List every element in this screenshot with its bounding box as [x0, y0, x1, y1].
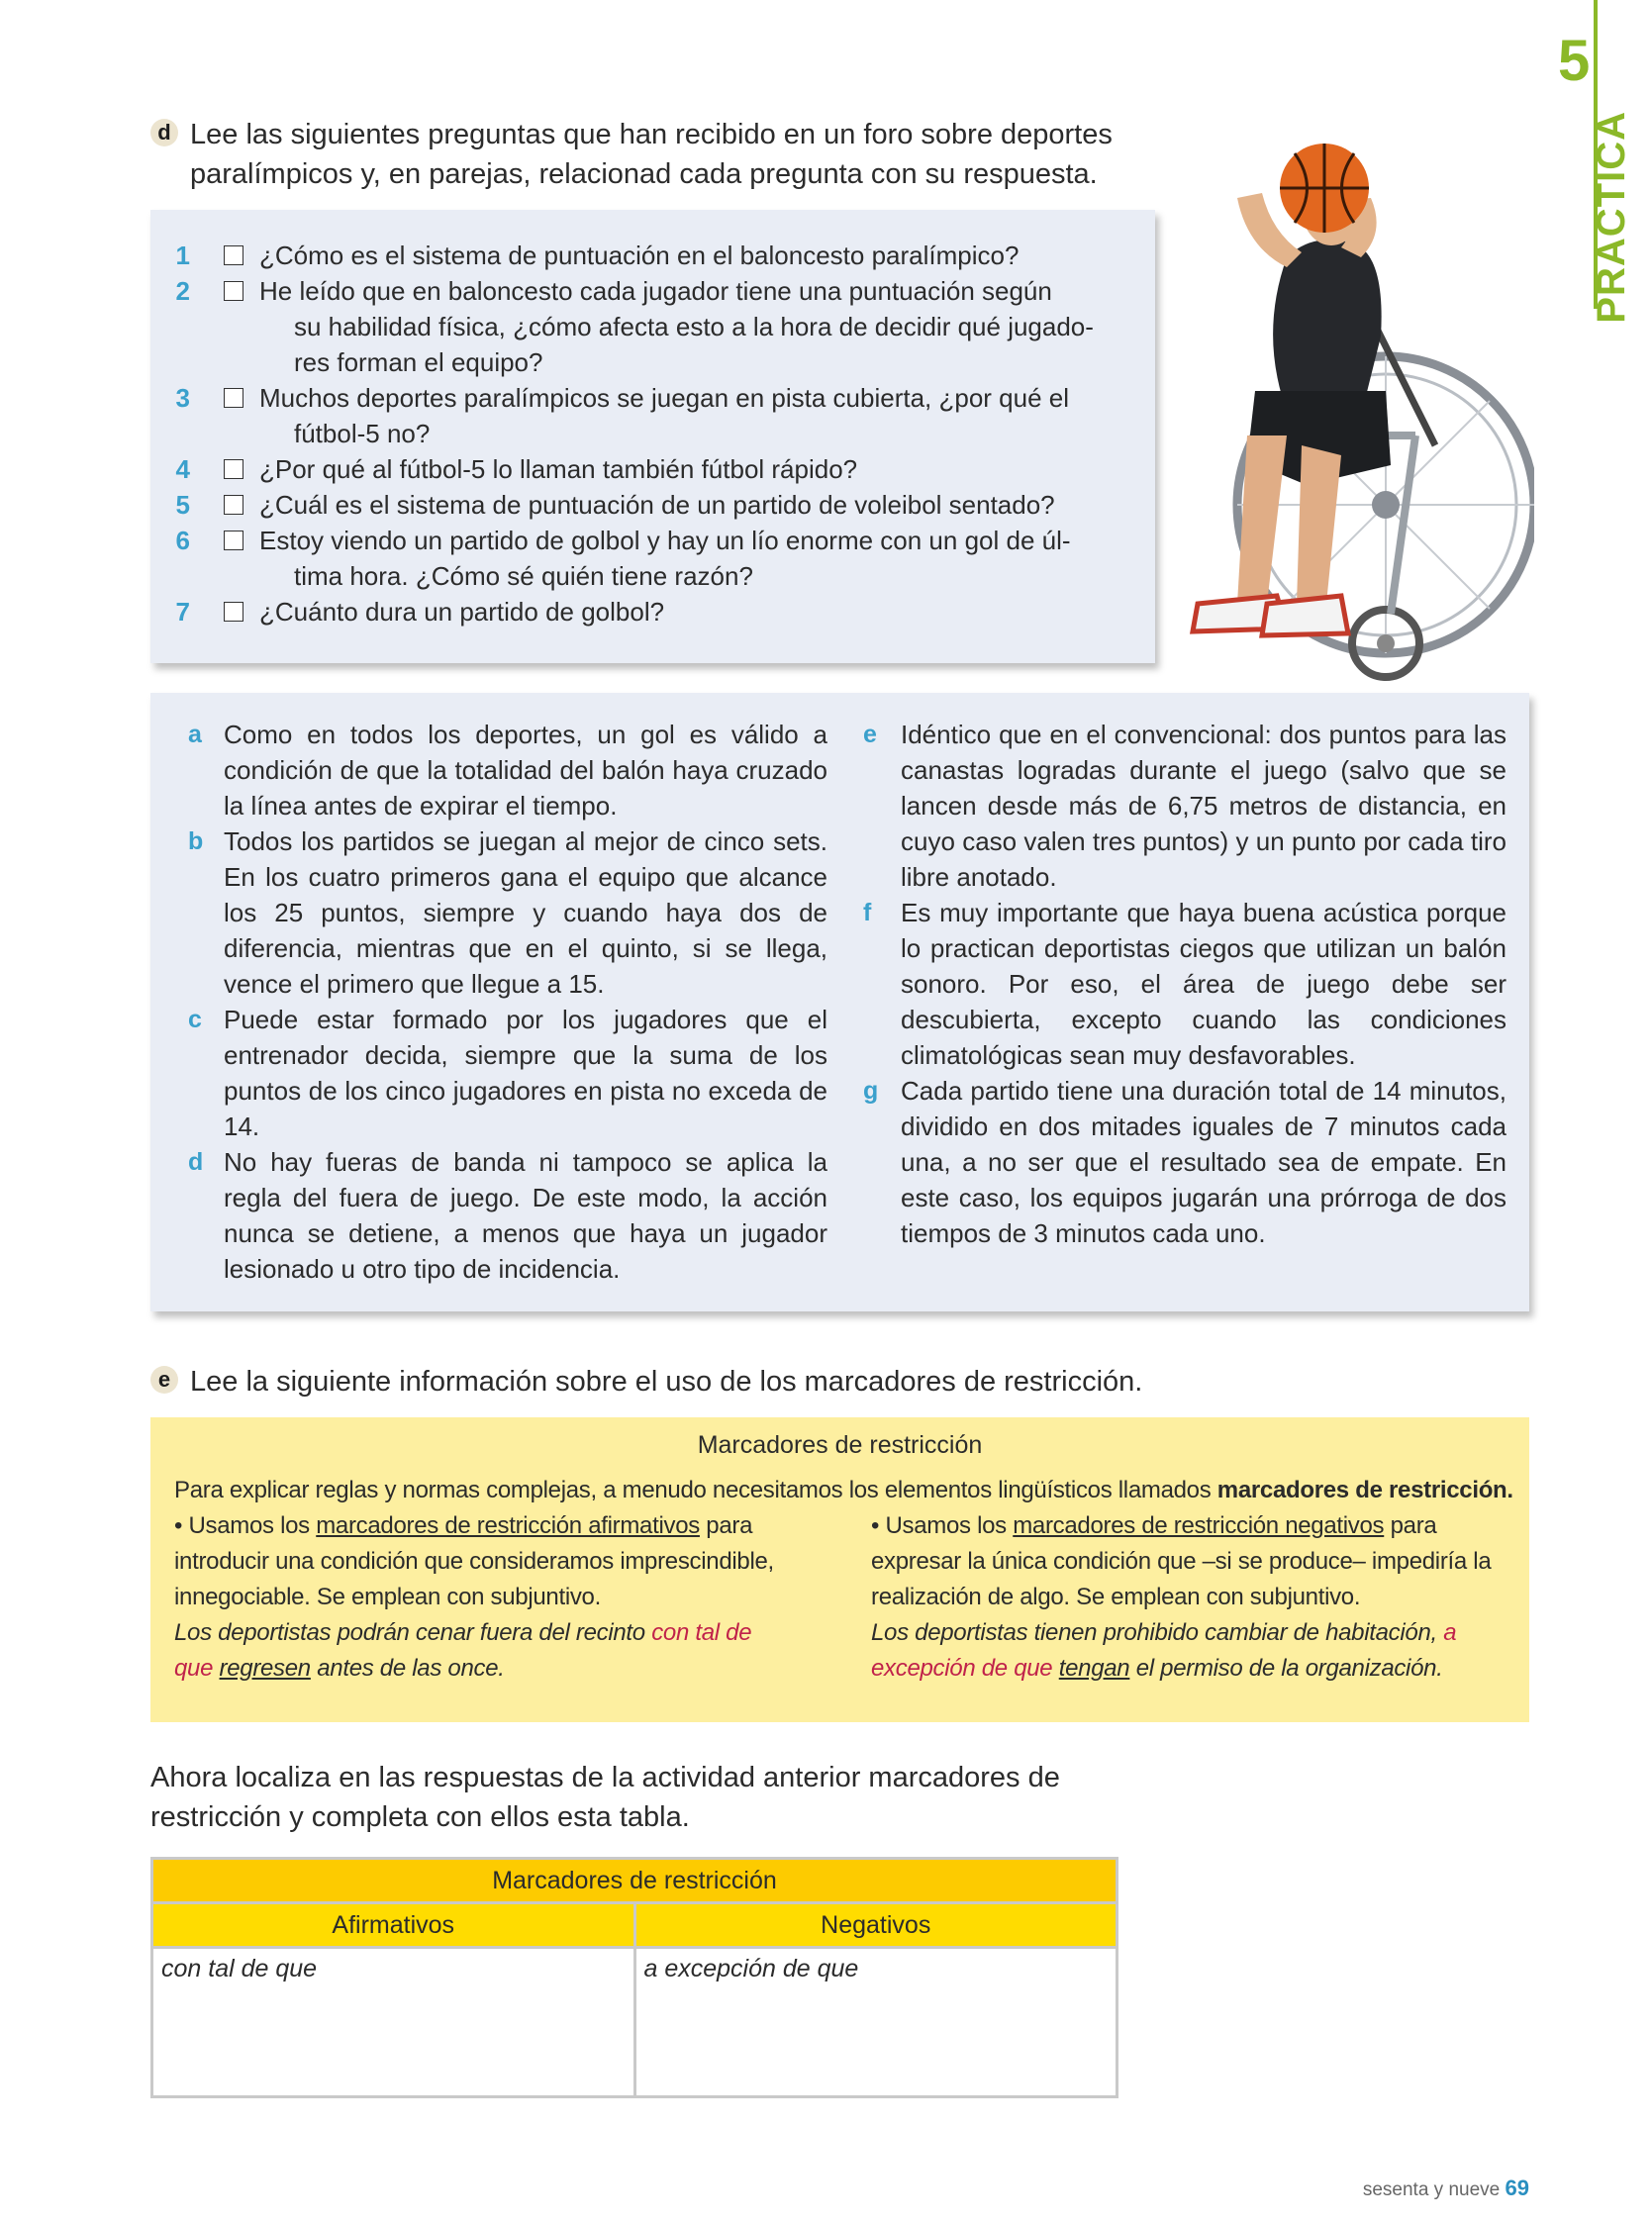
question-text: ¿Por qué al fútbol-5 lo llaman también fútbol rápido?: [259, 454, 858, 484]
answer-letter: f: [863, 899, 872, 926]
grammar-box-intro: [174, 1473, 1520, 1508]
question-number: 6: [175, 526, 190, 555]
question-text: res forman el equipo?: [294, 347, 543, 377]
question-text: su habilidad física, ¿cómo afecta esto a la hora de decidir qué jugado-: [294, 312, 1094, 341]
answer-letter: b: [188, 827, 204, 855]
task-instruction-line-2: restricción y completa con ellos esta tabla.: [150, 1801, 690, 1833]
rule-text: innegociable. Se emplean con subjuntivo.: [174, 1584, 601, 1610]
question-5-checkbox[interactable]: [224, 495, 243, 515]
answer-g: Cada partido tiene una duración total de 14 minutos, dividido en dos mitades iguales de 7 minutos cada una, a no ser que el resultado sea de empate. En este caso, los equipos jugarán una prórroga de dos tiempos de 3 minutos cada uno.: [901, 1076, 1506, 1248]
bullet: •: [871, 1512, 880, 1539]
example-marker: que: [174, 1655, 214, 1682]
question-text: ¿Cuál es el sistema de puntuación de un partido de voleibol sentado?: [259, 490, 1055, 520]
page-footer: [1363, 2176, 1529, 2201]
question-3-checkbox[interactable]: [224, 388, 243, 408]
right-shoe: [1262, 596, 1348, 635]
question-1: [150, 238, 1140, 277]
example-marker: a: [1443, 1619, 1457, 1646]
example-text: antes de las once.: [310, 1655, 505, 1682]
question-text: He leído que en baloncesto cada jugador tiene una puntuación según: [259, 276, 1052, 306]
question-text: tima hora. ¿Cómo sé quién tiene razón?: [294, 561, 753, 591]
activity-marker-e: e: [150, 1366, 178, 1394]
answer-a: Como en todos los deportes, un gol es válido a condición de que la totalidad del balón haya cruzado la línea antes de expirar el tiempo.: [224, 720, 827, 821]
answer-letter: d: [188, 1148, 204, 1176]
question-number: 3: [175, 383, 190, 413]
question-6-checkbox[interactable]: [224, 531, 243, 550]
question-3: [150, 380, 1140, 454]
question-text: Estoy viendo un partido de golbol y hay un lío enorme con un gol de úl-: [259, 526, 1071, 555]
rule-term: marcadores de restricción negativos: [1013, 1512, 1385, 1539]
question-2: [150, 273, 1140, 382]
example-verb: tengan: [1058, 1655, 1130, 1682]
question-4-checkbox[interactable]: [224, 459, 243, 479]
answer-letter: e: [863, 721, 877, 748]
activity-d-intro-line-1: Lee las siguientes preguntas que han recibido en un foro sobre deportes: [190, 119, 1113, 150]
rule-text: Usamos los: [885, 1512, 1014, 1539]
markers-table: [150, 1857, 1118, 2098]
answer-c: Puede estar formado por los jugadores que el entrenador decida, siempre que la suma de los puntos de los cinco jugadores en pista no exceda de 14.: [224, 1005, 827, 1141]
page-number: 69: [1505, 2176, 1529, 2200]
example-marker: excepción de que: [871, 1655, 1053, 1682]
basketball-icon: [1275, 139, 1374, 238]
task-instruction-line-1: Ahora localiza en las respuestas de la actividad anterior marcadores de: [150, 1762, 1060, 1793]
question-5: [150, 487, 1140, 527]
question-6: [150, 523, 1140, 597]
answer-b: Todos los partidos se juegan al mejor de cinco sets. En los cuatro primeros gana el equipo que alcance los 25 puntos, siempre y cuando haya dos de diferencia, mientras que en el quinto, si se llega, vence el primero que llegue a 15.: [224, 826, 827, 999]
rule-text: para: [699, 1512, 753, 1539]
example-marker: con tal de: [651, 1619, 752, 1646]
grammar-intro-text: Para explicar reglas y normas complejas, a menudo necesitamos los elementos lingüísticos llamados: [174, 1477, 1217, 1503]
rule-text: para: [1384, 1512, 1437, 1539]
question-text: ¿Cómo es el sistema de puntuación en el baloncesto paralímpico?: [259, 241, 1020, 270]
rule-text: realización de algo. Se emplean con subjuntivo.: [871, 1584, 1361, 1610]
rule-text: expresar la única condición que –si se produce– impediría la: [871, 1548, 1492, 1575]
question-7-checkbox[interactable]: [224, 602, 243, 622]
question-number: 1: [175, 241, 190, 270]
answer-letter: c: [188, 1006, 202, 1033]
grammar-intro-term: marcadores de restricción.: [1216, 1477, 1513, 1503]
activity-marker-d: d: [150, 119, 178, 146]
question-number: 2: [175, 276, 190, 306]
question-7: [150, 594, 1140, 633]
example-text: Los deportistas podrán cenar fuera del recinto: [174, 1619, 652, 1646]
column-header-negative: Negativos: [634, 1903, 1118, 1948]
activity-d-intro-line-2: paralímpicos y, en parejas, relacionad cada pregunta con su respuesta.: [190, 158, 1098, 190]
example-verb: regresen: [219, 1655, 311, 1682]
grammar-box-title: Marcadores de restricción: [697, 1431, 983, 1459]
example-text: Los deportistas tienen prohibido cambiar de habitación,: [871, 1619, 1444, 1646]
table-cell-negative[interactable]: a excepción de que: [634, 1948, 1118, 2097]
question-1-checkbox[interactable]: [224, 245, 243, 265]
rule-text: introducir una condición que consideramos imprescindible,: [174, 1548, 774, 1575]
answer-letter: a: [188, 721, 202, 748]
question-number: 4: [175, 454, 190, 484]
question-2-checkbox[interactable]: [224, 281, 243, 301]
activity-e-intro: Lee la siguiente información sobre el uso de los marcadores de restricción.: [190, 1366, 1143, 1398]
question-text: ¿Cuánto dura un partido de golbol?: [259, 597, 665, 627]
rule-term: marcadores de restricción afirmativos: [316, 1512, 700, 1539]
question-number: 5: [175, 490, 190, 520]
question-4: [150, 451, 1140, 491]
question-text: Muchos deportes paralímpicos se juegan en pista cubierta, ¿por qué el: [259, 383, 1070, 413]
answer-e: Idéntico que en el convencional: dos puntos para las canastas logradas durante el juego (salvo que se lancen desde más de 6,75 metros de distancia, en cuyo caso valen tres puntos) y un punto por cada tiro libre anotado.: [901, 720, 1506, 892]
rule-text: Usamos los: [188, 1512, 317, 1539]
section-label: PRACTICA: [1590, 111, 1633, 324]
answer-letter: g: [863, 1077, 879, 1105]
answer-d: No hay fueras de banda ni tampoco se aplica la regla del fuera de juego. De este modo, la acción nunca se detiene, a menos que haya un jugador lesionado u otro tipo de incidencia.: [224, 1147, 827, 1284]
table-title: Marcadores de restricción: [152, 1859, 1118, 1903]
grammar-box: [150, 1417, 1529, 1722]
page-number-words: sesenta y nueve: [1362, 2179, 1501, 2200]
answer-f: Es muy importante que haya buena acústica porque lo practican deportistas ciegos que utilizan un balón sonoro. Por eso, el área de juego debe ser descubierta, excepto cuando las condiciones climatológicas sean muy desfavorables.: [901, 898, 1506, 1070]
example-text: el permiso de la organización.: [1129, 1655, 1443, 1682]
grammar-negative-rule: [871, 1508, 1524, 1687]
bullet: •: [174, 1512, 183, 1539]
grammar-affirmative-rule: [174, 1508, 827, 1687]
table-cell-affirmative[interactable]: con tal de que: [152, 1948, 635, 2097]
unit-number: 5: [1558, 29, 1591, 93]
column-header-affirmative: Afirmativos: [152, 1903, 635, 1948]
question-number: 7: [175, 597, 190, 627]
question-text: fútbol-5 no?: [294, 419, 431, 448]
